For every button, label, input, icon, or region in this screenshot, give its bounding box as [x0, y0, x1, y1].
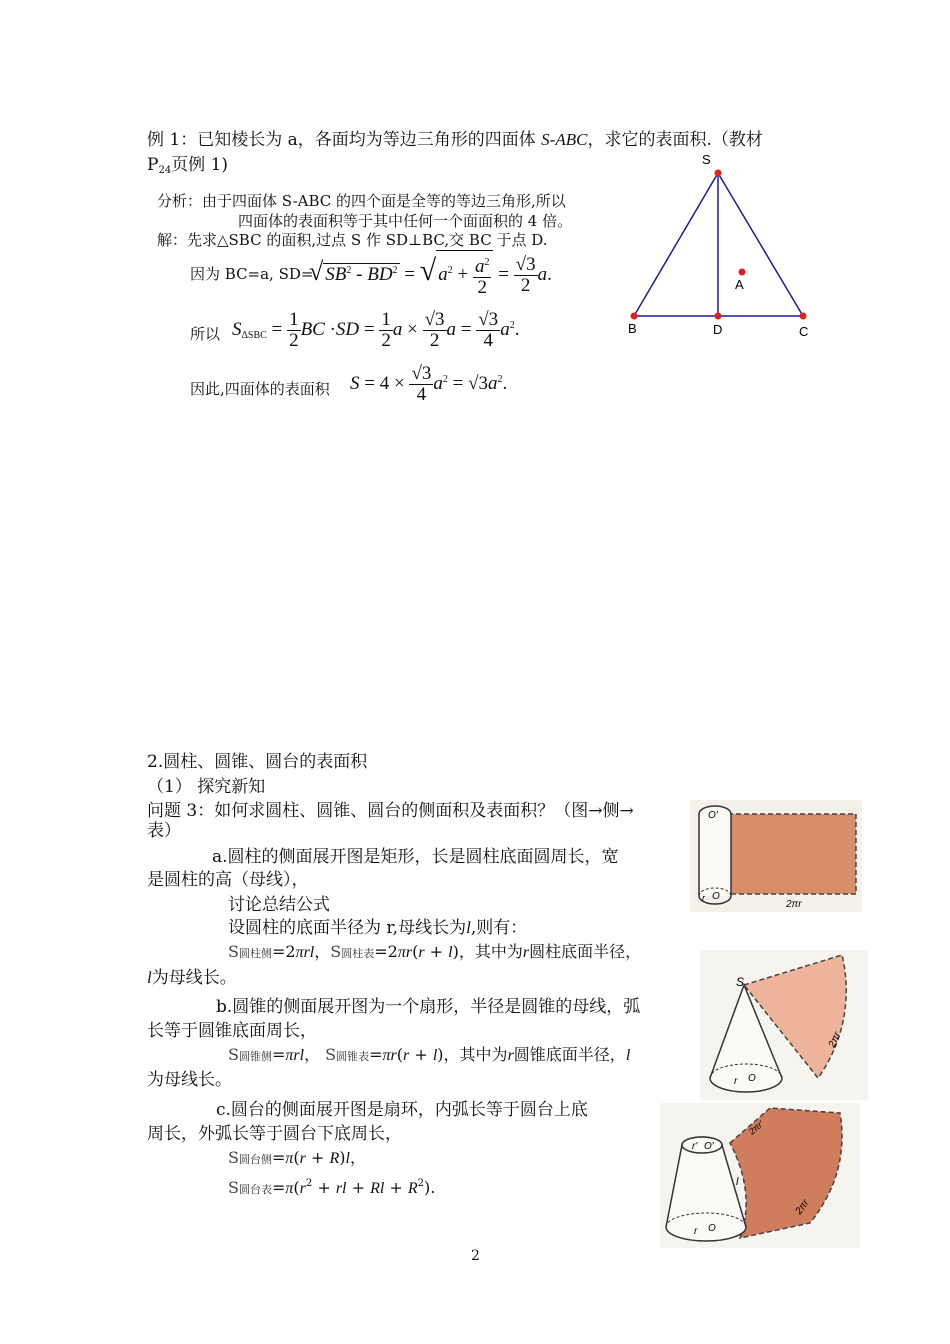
cone-center-label: O	[748, 1073, 756, 1084]
cone-arc-label: 2πr	[826, 1030, 844, 1050]
sd-formula: √ $SB^2 - BD^2$ = √ $a^2$ + $\frac{a^2}{2}$ = $\frac{√3}{2}$ a.	[309, 250, 552, 298]
cylinder-l-desc: l为母线长。	[147, 968, 237, 988]
label-s: S	[702, 152, 711, 167]
cylinder-formula: S圆柱侧=2πrl，S圆柱表=2πr(r + l)，其中为r圆柱底面半径，	[228, 942, 642, 961]
total-formula: S = 4 × $\frac{√3}{4}$ $a^2 = √3a^2$.	[350, 363, 508, 405]
label-a: A	[735, 277, 744, 292]
cone-formula: S圆锥侧=πrl， S圆锥表=πr(r + l)，其中为r圆锥底面半径，l	[228, 1045, 631, 1064]
cylinder-net-figure	[690, 800, 862, 912]
cylinder-line2: 是圆柱的高（母线），	[147, 870, 309, 890]
edge-sc	[718, 173, 803, 316]
cone-apex-label: S	[736, 975, 745, 989]
frustum-lateral-formula: S圆台侧=π(r + R)l，	[228, 1148, 366, 1167]
so-label: 所以	[190, 325, 221, 343]
area-formula: $S_{\Delta SBC}$ = $\frac{1}{2}$ BC ·SD = $\frac{1}{2}$ a × $\frac{√3}{2}$ a = $\frac{√3}{4}$ $a^2$.	[232, 309, 520, 351]
cone-radius-label: r	[734, 1076, 738, 1087]
solution-line: 解：先求△SBC 的面积,过点 S 作 SD⊥BC,交 BC 于点 D.	[157, 231, 548, 249]
question3-line2: 表）	[147, 821, 181, 841]
label-c: C	[799, 324, 809, 339]
cylinder-lateral-rect	[728, 814, 856, 894]
cone-line1: b.圆锥的侧面展开图为一个扇形，半径是圆锥的母线，弧	[216, 997, 641, 1017]
page-number: 2	[471, 1248, 480, 1264]
frustum-outer-arc-label: 2πr	[793, 1197, 812, 1217]
section2-sub1: （1） 探究新知	[147, 777, 266, 797]
example1-line1: 例 1：已知棱长为 a，各面均为等边三角形的四面体 S-ABC，求它的表面积.（教材	[147, 130, 763, 150]
frustum-top-center-label: O'	[704, 1141, 714, 1152]
frustum-net-figure	[660, 1103, 860, 1248]
tetrahedron-face-figure	[610, 150, 830, 345]
cylinder-radius-label: r	[702, 893, 705, 903]
point-a	[739, 269, 746, 276]
frustum-inner-arc-label: 2πr'	[746, 1118, 766, 1137]
frustum-center-label: O	[708, 1223, 716, 1234]
point-d	[715, 313, 722, 320]
let-line: 设圆柱的底面半径为 r,母线长为l,则有：	[228, 918, 528, 938]
label-b: B	[628, 321, 637, 336]
frustum-slant-label: l	[736, 1176, 739, 1188]
therefore-label: 因此,四面体的表面积	[190, 380, 330, 398]
point-c	[800, 313, 807, 320]
point-b	[631, 313, 638, 320]
cone-l-desc: 为母线长。	[147, 1070, 232, 1090]
frustum-line2: 周长，外弧长等于圆台下底周长，	[147, 1124, 402, 1144]
question3-line1: 问题 3：如何求圆柱、圆锥、圆台的侧面积及表面积？（图→侧→	[147, 801, 634, 821]
cylinder-width-label: 2πr	[786, 899, 802, 910]
tetra-name: S-ABC	[541, 130, 588, 149]
section2-title: 2.圆柱、圆锥、圆台的表面积	[147, 752, 368, 772]
point-s	[715, 170, 722, 177]
frustum-total-formula: S圆台表$=\pi(r^2$ + rl + $Rl + R^2$).	[228, 1178, 436, 1197]
cone-net-figure	[700, 950, 868, 1100]
analysis-line1: 分析：由于四面体 S-ABC 的四个面是全等的等边三角形,所以	[157, 192, 566, 210]
cone-line2: 长等于圆锥底面周长，	[147, 1021, 317, 1041]
cylinder-line1: a.圆柱的侧面展开图是矩形，长是圆柱底面圆周长，宽	[212, 847, 619, 867]
cylinder-body	[699, 814, 731, 896]
frustum-top-radius-label: r'	[692, 1141, 698, 1152]
edge-sb	[634, 173, 718, 316]
frustum-line1: c.圆台的侧面展开图是扇环，内弧长等于圆台上底	[216, 1100, 588, 1120]
label-d: D	[713, 322, 723, 337]
cylinder-top-center-label: O'	[708, 810, 718, 821]
example1-line2: $P_{24}$页例 1)	[147, 155, 229, 176]
analysis-line2: 四面体的表面积等于其中任何一个面面积的 4 倍。	[238, 212, 573, 230]
discuss-line: 讨论总结公式	[228, 895, 330, 915]
frustum-radius-label: r	[694, 1226, 698, 1237]
because-label: 因为 BC=a, SD=	[190, 265, 314, 283]
cylinder-bottom-center-label: O	[712, 891, 720, 902]
